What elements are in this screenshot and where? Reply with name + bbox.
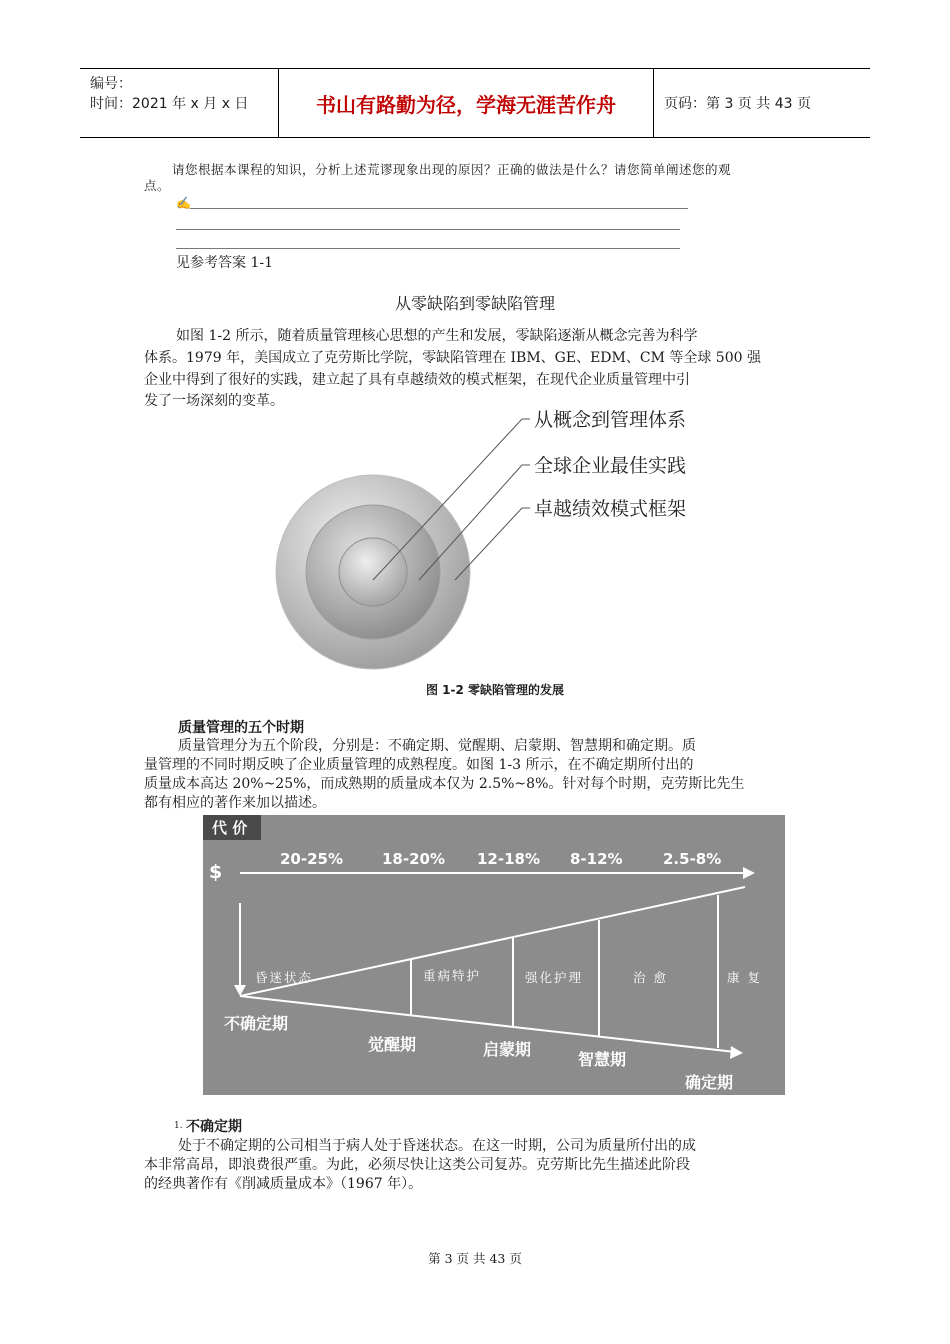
cost-label: 20-25% xyxy=(280,850,344,868)
dollar-icon: $ xyxy=(209,861,223,883)
quality-periods-diagram xyxy=(203,815,785,1095)
section-number: 1. xyxy=(174,1121,183,1131)
document-date-label: 时间：2021 年 x 月 x 日 xyxy=(90,96,249,112)
page-footer: 第 3 页 共 43 页 xyxy=(428,1251,522,1266)
figure-caption: 图 1-2 零缺陷管理的发展 xyxy=(425,683,565,697)
stage-label: 不确定期 xyxy=(224,1014,289,1033)
header-info-cell xyxy=(80,69,279,137)
cost-label: 18-20% xyxy=(382,850,446,868)
paragraph-line: 本非常高昂，即浪费很严重。为此，必须尽快让这类公司复苏。克劳斯比先生描述此阶段 xyxy=(144,1157,690,1173)
section-title-five-periods: 质量管理的五个时期 xyxy=(178,720,304,736)
cost-label: 8-12% xyxy=(570,850,623,868)
paragraph-line: 量管理的不同时期反映了企业质量管理的成熟程度。如图 1-3 所示，在不确定期所付出的 xyxy=(144,757,694,773)
paragraph-line: 的经典著作有《削减质量成本》（1967 年）。 xyxy=(144,1176,423,1192)
inner-circle xyxy=(339,538,407,606)
paragraph-line: 体系。1979 年，美国成立了克劳斯比学院，零缺陷管理在 IBM、GE、EDM、CM 等全球 500 强 xyxy=(144,350,761,366)
paragraph-line: 处于不确定期的公司相当于病人处于昏迷状态。在这一时期，公司为质量所付出的成 xyxy=(178,1138,696,1154)
question-line-2: 点。 xyxy=(144,178,171,193)
figure-label-practice: 全球企业最佳实践 xyxy=(534,455,687,477)
header-page-number: 页码：第 3 页 共 43 页 xyxy=(664,96,811,112)
state-label: 强化护理 xyxy=(525,970,584,985)
zero-defect-development-diagram xyxy=(260,405,720,675)
header-motto: 书山有路勤为径，学海无涯苦作舟 xyxy=(279,69,654,137)
section-title-uncertainty: 不确定期 xyxy=(186,1119,242,1135)
paragraph-line: 质量管理分为五个阶段，分别是：不确定期、觉醒期、启蒙期、智慧期和确定期。质 xyxy=(178,738,696,754)
stage-label: 确定期 xyxy=(685,1073,734,1092)
answer-line-3 xyxy=(176,248,680,249)
stage-label: 智慧期 xyxy=(578,1050,627,1069)
section-title-zero-defect: 从零缺陷到零缺陷管理 xyxy=(394,294,555,313)
figure-label-concept: 从概念到管理体系 xyxy=(534,409,687,431)
paragraph-line: 发了一场深刻的变革。 xyxy=(144,393,284,409)
stage-label: 启蒙期 xyxy=(483,1040,532,1059)
paragraph-line: 企业中得到了很好的实践，建立起了具有卓越绩效的模式框架，在现代企业质量管理中引 xyxy=(144,372,690,388)
paragraph-line: 质量成本高达 20%~25%，而成熟期的质量成本仅为 2.5%~8%。针对每个时期，克劳斯比先生 xyxy=(144,776,745,792)
cost-tab-label: 代 价 xyxy=(212,819,248,837)
question-line-1: 请您根据本课程的知识，分析上述荒谬现象出现的原因？正确的做法是什么？请您简单阐述您的观 xyxy=(172,162,732,177)
state-label: 治 愈 xyxy=(633,970,668,985)
document-number-label: 编号： xyxy=(90,76,132,92)
cost-label: 2.5-8% xyxy=(663,850,722,868)
answer-line-1 xyxy=(190,208,688,209)
paragraph-line: 都有相应的著作来加以描述。 xyxy=(144,795,326,811)
page-header xyxy=(80,68,870,138)
figure-label-framework: 卓越绩效模式框架 xyxy=(534,498,687,520)
paragraph-line: 如图 1-2 所示，随着质量管理核心思想的产生和发展，零缺陷逐渐从概念完善为科学 xyxy=(176,328,698,344)
state-label: 昏迷状态 xyxy=(255,970,314,985)
answer-reference: 见参考答案 1-1 xyxy=(176,255,273,271)
answer-line-2 xyxy=(176,229,680,230)
stage-label: 觉醒期 xyxy=(368,1035,417,1054)
state-label: 康 复 xyxy=(727,970,762,985)
pen-icon: ✍ xyxy=(176,196,191,210)
cost-label: 12-18% xyxy=(477,850,541,868)
state-label: 重病特护 xyxy=(423,968,482,983)
